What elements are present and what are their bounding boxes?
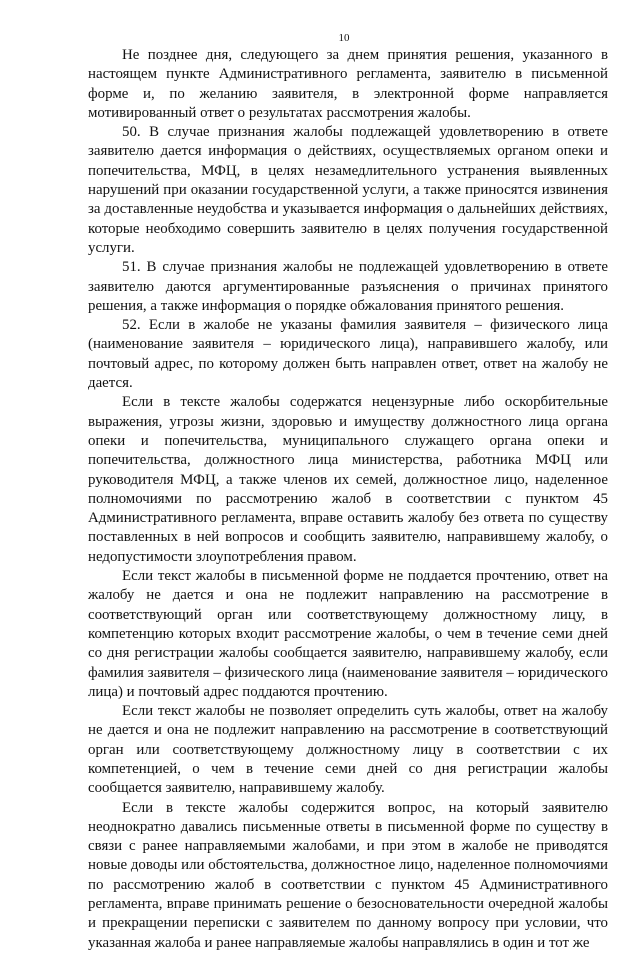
paragraph-51: 51. В случае признания жалобы не подлежащей удовлетворению в ответе заявителю даются аргументированные разъяснения о причинах принятого решения, а также информация о порядке обжалования принятого решения. bbox=[88, 259, 608, 314]
paragraph-unreadable-text: Если текст жалобы в письменной форме не поддается прочтению, ответ на жалобу не дается и она не подлежит направлению на рассмотрение в соответствующий орган или соответствующему должностному лицу, в компетенцию которых входит рассмотрение жалобы, о чем в течение семи дней со дня регистрации жалобы сообщается заявителю, направившему жалобу, если фамилия заявителя – физического лица (наименование заявителя – юридического лица) и почтовый адрес поддаются прочтению. bbox=[88, 568, 608, 700]
paragraph-undefined-essence: Если текст жалобы не позволяет определить суть жалобы, ответ на жалобу не дается и она не подлежит направлению на рассмотрение в соответствующий орган или соответствующему должностному лицу в соответствии с их компетенцией, о чем в течение семи дней со дня регистрации жалобы сообщается заявителю, направившему жалобу. bbox=[88, 703, 608, 797]
paragraph-52: 52. Если в жалобе не указаны фамилия заявителя – физического лица (наименование заявителя – юридического лица), направившего жалобу, или почтовый адрес, по которому должен быть направлен ответ, ответ на жалобу не дается. bbox=[88, 317, 608, 392]
paragraph-50: 50. В случае признания жалобы подлежащей удовлетворению в ответе заявителю дается информация о действиях, осуществляемых органом опеки и попечительства, МФЦ, в целях незамедлительного устранения выявленных нарушений при оказании государственной услуги, а также приносятся извинения за доставленные неудобства и указывается информация о дальнейших действиях, которые необходимо совершить заявителю в целях получения государственной услуги. bbox=[88, 124, 608, 256]
paragraph-offensive-content: Если в тексте жалобы содержатся нецензурные либо оскорбительные выражения, угрозы жизни, здоровью и имуществу должностного лица органа опеки и попечительства, муниципального служащего органа опеки и попечительства, должностного лица министерства, работника МФЦ или руководителя МФЦ, а также членов их семей, должностное лицо, наделенное полномочиями по рассмотрению жалоб в соответствии с пунктом 45 Административного регламента, вправе оставить жалобу без ответа по существу поставленных в ней вопросов и сообщить заявителю, направившему жалобу, о недопустимости злоупотребления правом. bbox=[88, 394, 608, 565]
paragraph-repeated-question: Если в тексте жалобы содержится вопрос, на который заявителю неоднократно давались письменные ответы в письменной форме по существу в связи с ранее направляемыми жалобами, и при этом в жалобе не приводятся новые доводы или обстоятельства, должностное лицо, наделенное полномочиями по рассмотрению жалоб в соответствии с пунктом 45 Административного регламента, вправе принимать решение о безосновательности очередной жалобы и прекращении переписки с заявителем по данному вопросу при условии, что указанная жалоба и ранее направляемые жалобы направлялись в один и тот же bbox=[88, 799, 608, 951]
paragraph-response-deadline: Не позднее дня, следующего за днем принятия решения, указанного в настоящем пункте Административного регламента, заявителю в письменной форме и, по желанию заявителя, в электронной форме направляется мотивированный ответ о результатах рассмотрения жалобы. bbox=[88, 47, 608, 121]
page-number: 10 bbox=[338, 32, 350, 44]
